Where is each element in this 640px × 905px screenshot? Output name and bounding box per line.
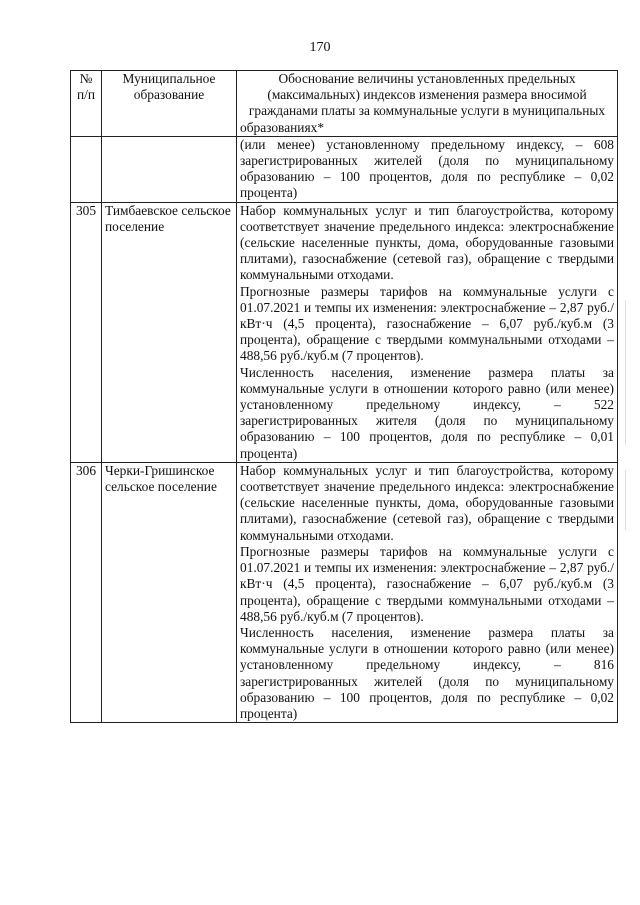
row-num: 305: [71, 202, 102, 462]
table-row-305: [71, 202, 618, 462]
row-num-empty: [71, 136, 102, 202]
continuation-paragraph: (или менее) установленному предельному индексу, – 608 зарегистрированных жителей (доля по муниципальному образованию – 100 процентов, доля по республике – 0,02 процента): [240, 136, 614, 201]
table-row-continuation: [71, 136, 618, 202]
row-municipality-empty: [102, 136, 237, 202]
row-num: 306: [71, 462, 102, 722]
basis-services-paragraph: Набор коммунальных услуг и тип благоустройства, которому соответствует значение предельного индекса: электроснабжение (сельские населенные пункты, дома, оборудованные газовыми плитами), газоснабжение (сетевой газ), обращение с твердыми коммунальными отходами.: [240, 202, 614, 283]
row-basis: [237, 462, 618, 722]
basis-population-paragraph: Численность населения, изменение размера платы за коммунальные услуги в отношении которого равно (или менее) установленному предельному индексу, – 816 зарегистрированных жителей (доля по муниципальному образованию – 100 процентов, доля по республике – 0,02 процента): [240, 624, 614, 721]
row-municipality: Черки-Гришинское сельское поселение: [102, 462, 237, 722]
table-header-row: [71, 71, 618, 137]
basis-tariffs-paragraph: Прогнозные размеры тарифов на коммунальные услуги с 01.07.2021 и темпы их изменения: электроснабжение – 2,87 руб./кВт·ч (4,5 процента), газоснабжение – 6,07 руб./куб.м (3 процента), обращение с твердыми коммунальными отходами – 488,56 руб./куб.м (7 процентов).: [240, 283, 614, 364]
page-number: 170: [309, 40, 331, 55]
row-municipality: Тимбаевское сельское поселение: [102, 202, 237, 462]
header-basis: Обоснование величины установленных предельных (максимальных) индексов изменения размера вносимой гражданами платы за коммунальные услуги в муниципальных образованиях*: [237, 71, 618, 137]
binding-edge-mark: [625, 300, 626, 445]
basis-tariffs-paragraph: Прогнозные размеры тарифов на коммунальные услуги с 01.07.2021 и темпы их изменения: электроснабжение – 2,87 руб./кВт·ч (4,5 процента), газоснабжение – 6,07 руб./куб.м (3 процента), обращение с твердыми коммунальными отходами – 488,56 руб./куб.м (7 процентов).: [240, 543, 614, 624]
continuation-text: [237, 136, 618, 202]
basis-services-paragraph: Набор коммунальных услуг и тип благоустройства, которому соответствует значение предельного индекса: электроснабжение (сельские населенные пункты, дома, оборудованные газовыми плитами), газоснабжение (сетевой газ), обращение с твердыми коммунальными отходами.: [240, 462, 614, 543]
table-row-306: [71, 462, 618, 722]
binding-edge-mark: [625, 470, 626, 530]
basis-population-paragraph: Численность населения, изменение размера платы за коммунальные услуги в отношении которого равно (или менее) установленному предельному индексу, – 522 зарегистрированных жителя (доля по муниципальному образованию – 100 процентов, доля по республике – 0,01 процента): [240, 364, 614, 461]
header-num: № п/п: [71, 71, 102, 137]
index-table: [70, 70, 618, 723]
header-municipality: Муниципальное образование: [102, 71, 237, 137]
row-basis: [237, 202, 618, 462]
